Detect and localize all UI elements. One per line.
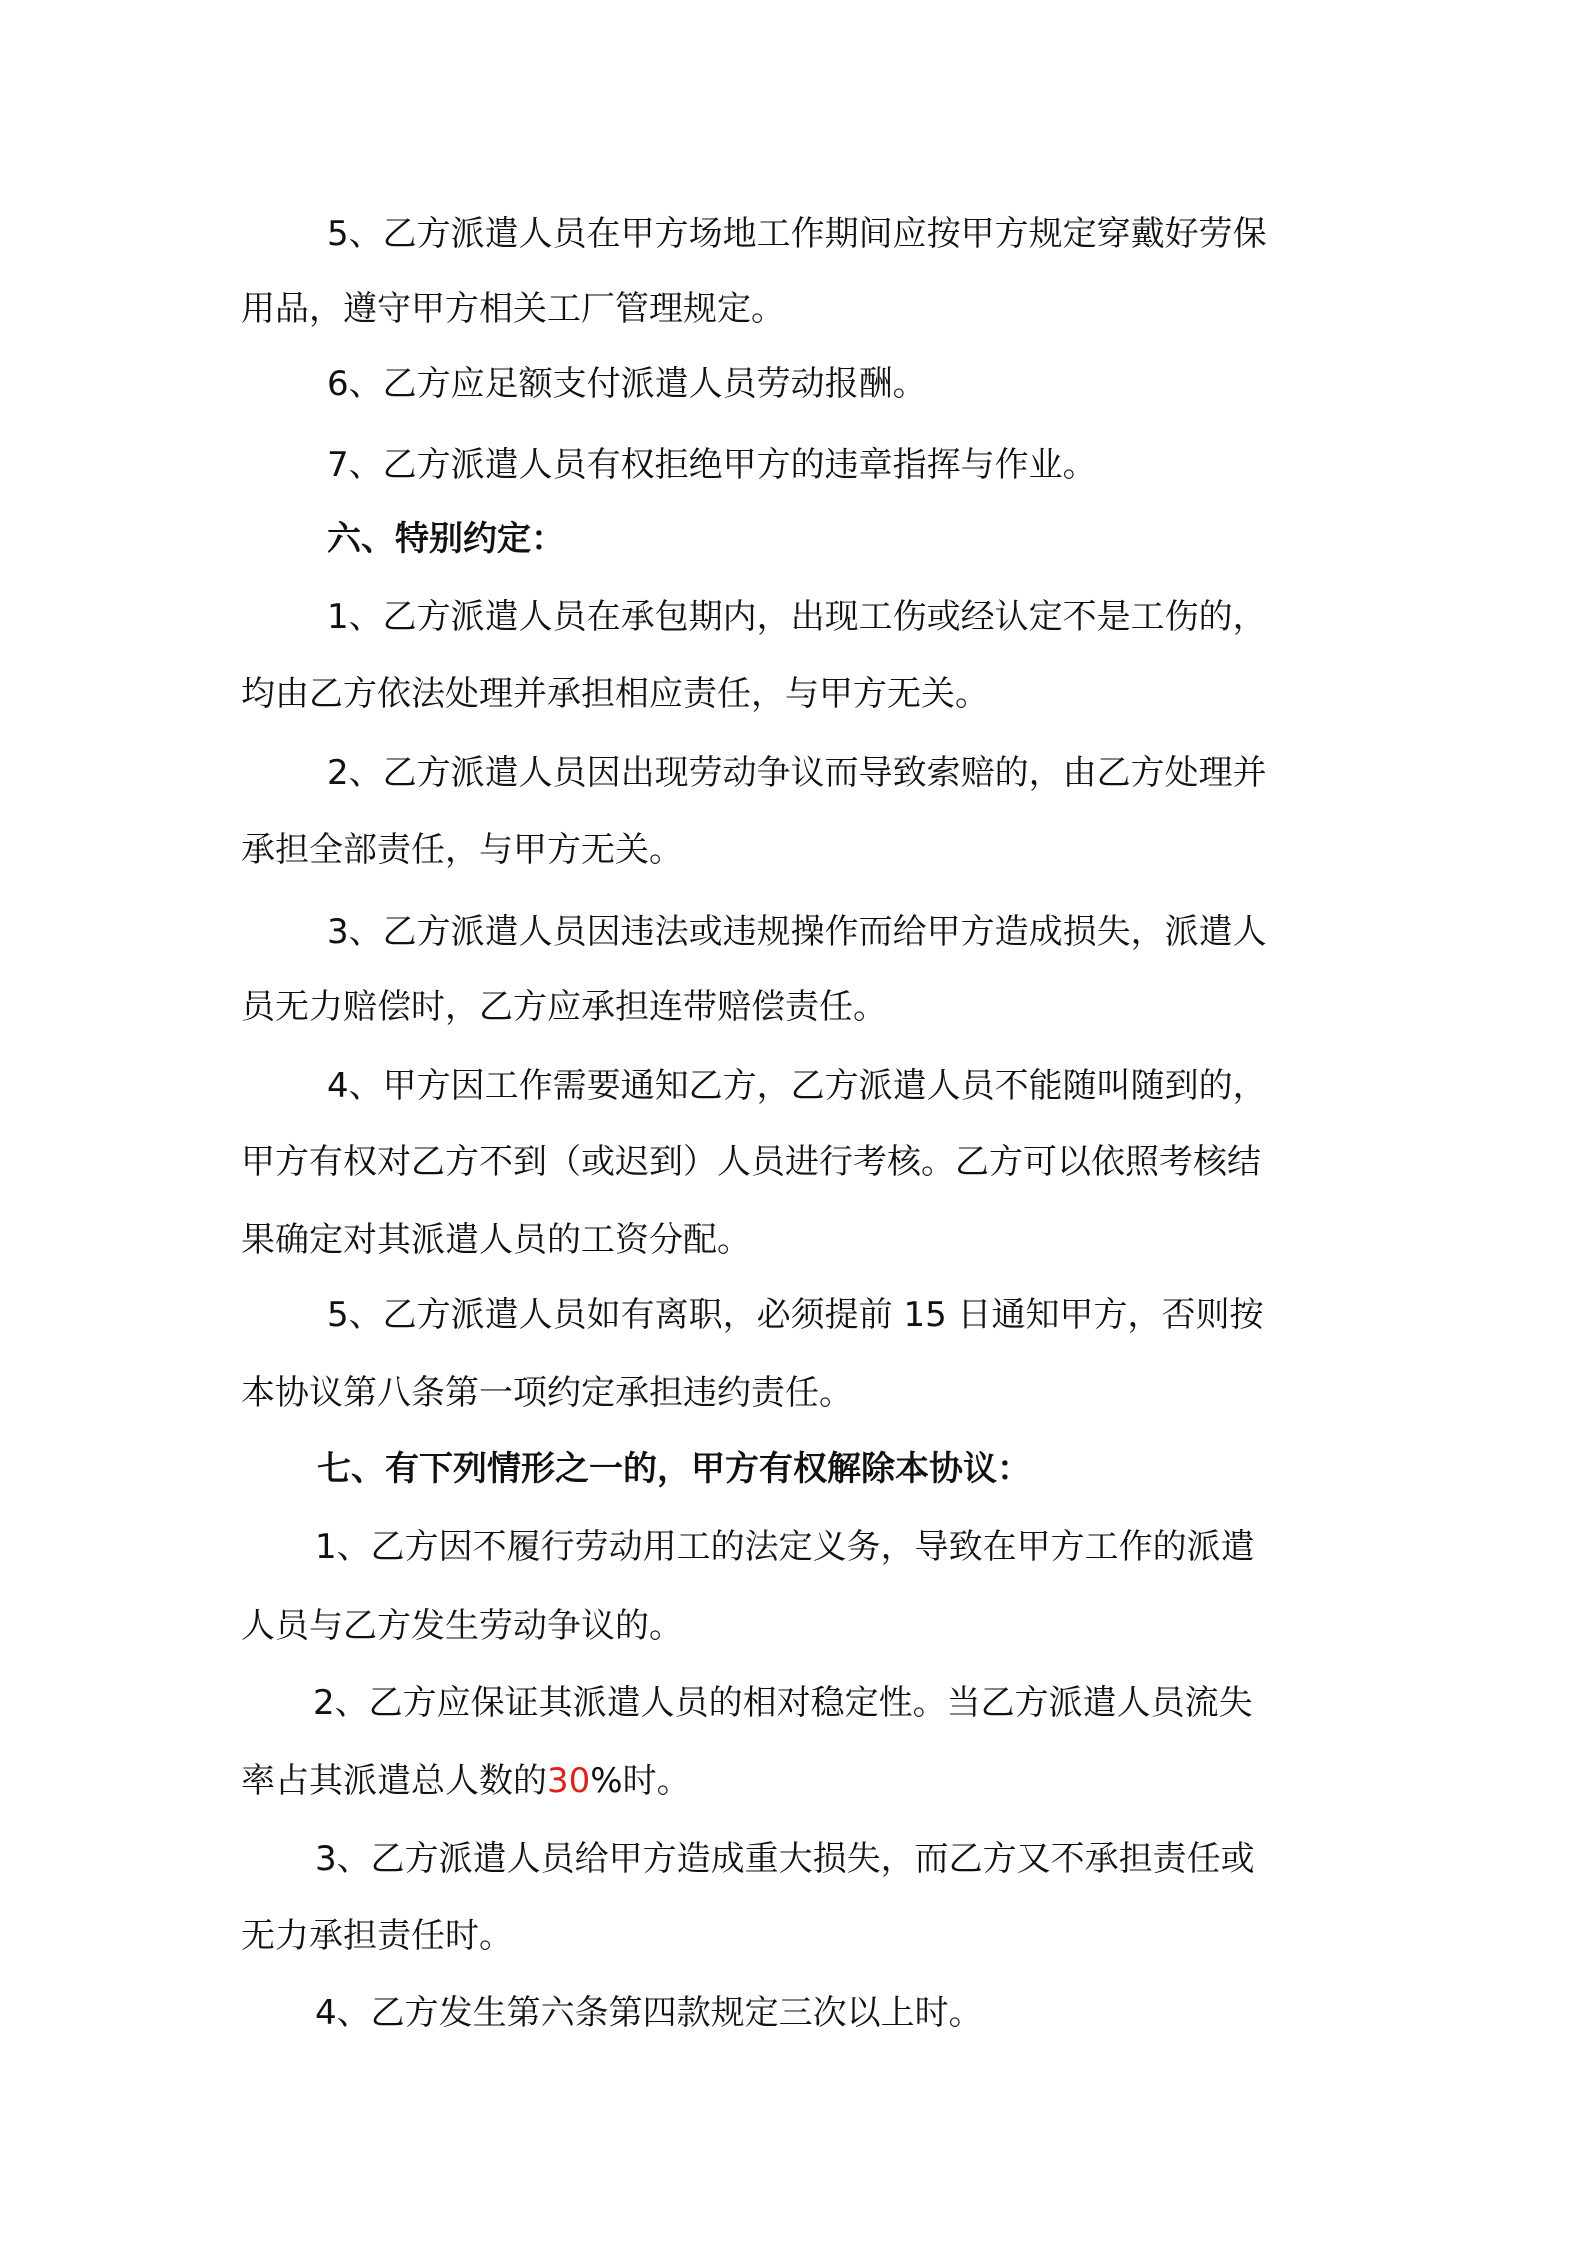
- clause-6: 6、乙方应足额支付派遣人员劳动报酬。: [327, 364, 927, 404]
- special-4-line-3: 果确定对其派遣人员的工资分配。: [241, 1220, 751, 1260]
- special-3-line-2: 员无力赔偿时，乙方应承担连带赔偿责任。: [241, 987, 887, 1027]
- special-2-line-1: 2、乙方派遣人员因出现劳动争议而导致索赔的，由乙方处理并: [327, 753, 1267, 793]
- special-2-line-2: 承担全部责任，与甲方无关。: [241, 830, 683, 870]
- special-1-line-2: 均由乙方依法处理并承担相应责任，与甲方无关。: [241, 674, 989, 714]
- clause-7: 7、乙方派遣人员有权拒绝甲方的违章指挥与作业。: [327, 445, 1097, 485]
- termination-3-line-1: 3、乙方派遣人员给甲方造成重大损失，而乙方又不承担责任或: [315, 1839, 1255, 1879]
- termination-1-line-1: 1、乙方因不履行劳动用工的法定义务，导致在甲方工作的派遣: [315, 1527, 1255, 1567]
- rate-highlight-value: 30: [547, 1761, 591, 1801]
- termination-2-line-2: [241, 1761, 691, 1801]
- special-4-line-2: 甲方有权对乙方不到（或迟到）人员进行考核。乙方可以依照考核结: [241, 1142, 1261, 1182]
- termination-1-line-2: 人员与乙方发生劳动争议的。: [241, 1606, 683, 1646]
- rate-text-after: %时。: [590, 1761, 691, 1801]
- special-5-line-1: 5、乙方派遣人员如有离职，必须提前 15 日通知甲方，否则按: [327, 1295, 1264, 1335]
- termination-2-line-1: 2、乙方应保证其派遣人员的相对稳定性。当乙方派遣人员流失: [313, 1683, 1253, 1723]
- special-4-line-1: 4、甲方因工作需要通知乙方，乙方派遣人员不能随叫随到的，: [327, 1066, 1267, 1106]
- special-3-line-1: 3、乙方派遣人员因违法或违规操作而给甲方造成损失，派遣人: [327, 912, 1267, 952]
- termination-3-line-2: 无力承担责任时。: [241, 1916, 513, 1956]
- rate-text-before: 率占其派遣总人数的: [241, 1761, 547, 1801]
- special-1-line-1: 1、乙方派遣人员在承包期内，出现工伤或经认定不是工伤的，: [327, 597, 1267, 637]
- termination-4: 4、乙方发生第六条第四款规定三次以上时。: [315, 1993, 983, 2033]
- section-6-heading: 六、特别约定：: [327, 519, 565, 559]
- clause-5-line-1: 5、乙方派遣人员在甲方场地工作期间应按甲方规定穿戴好劳保: [327, 214, 1267, 254]
- section-7-heading: 七、有下列情形之一的，甲方有权解除本协议：: [317, 1449, 1031, 1489]
- clause-5-line-2: 用品，遵守甲方相关工厂管理规定。: [241, 289, 785, 329]
- special-5-line-2: 本协议第八条第一项约定承担违约责任。: [241, 1373, 853, 1413]
